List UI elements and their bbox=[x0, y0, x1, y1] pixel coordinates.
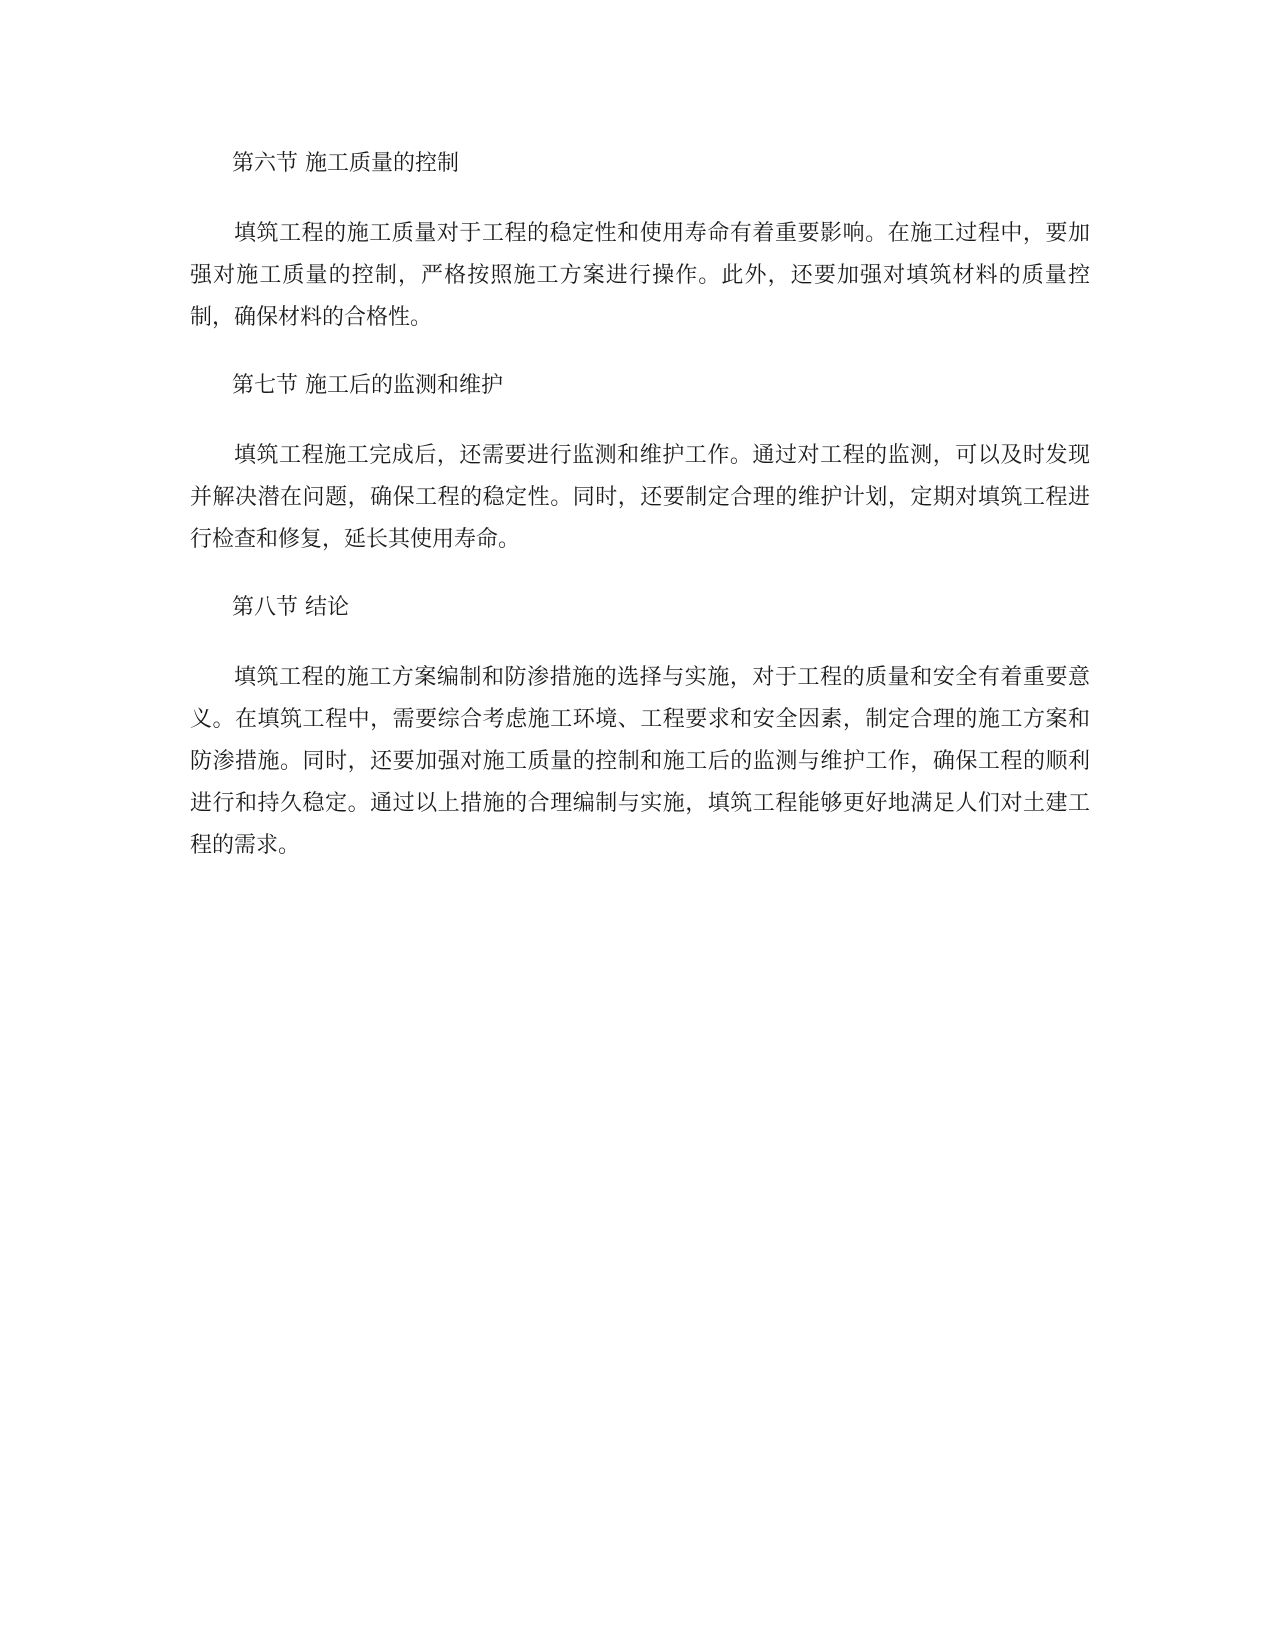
section-8 bbox=[190, 587, 1090, 867]
document-body bbox=[190, 143, 1090, 893]
section-heading: 第七节 施工后的监测和维护 bbox=[232, 373, 503, 398]
section-paragraph: 填筑工程施工完成后，还需要进行监测和维护工作。通过对工程的监测，可以及时发现并解决潜在问题，确保工程的稳定性。同时，还要制定合理的维护计划，定期对填筑工程进行检查和修复，延长其使用寿命。 bbox=[190, 443, 1090, 552]
section-7 bbox=[190, 365, 1090, 561]
section-heading: 第六节 施工质量的控制 bbox=[232, 151, 459, 176]
section-6 bbox=[190, 143, 1090, 339]
section-paragraph: 填筑工程的施工质量对于工程的稳定性和使用寿命有着重要影响。在施工过程中，要加强对施工质量的控制，严格按照施工方案进行操作。此外，还要加强对填筑材料的质量控制，确保材料的合格性。 bbox=[190, 221, 1090, 330]
section-paragraph: 填筑工程的施工方案编制和防渗措施的选择与实施，对于工程的质量和安全有着重要意义。在填筑工程中，需要综合考虑施工环境、工程要求和安全因素，制定合理的施工方案和防渗措施。同时，还要加强对施工质量的控制和施工后的监测与维护工作，确保工程的顺利进行和持久稳定。通过以上措施的合理编制与实施，填筑工程能够更好地满足人们对土建工程的需求。 bbox=[190, 665, 1090, 858]
section-heading: 第八节 结论 bbox=[232, 595, 349, 620]
